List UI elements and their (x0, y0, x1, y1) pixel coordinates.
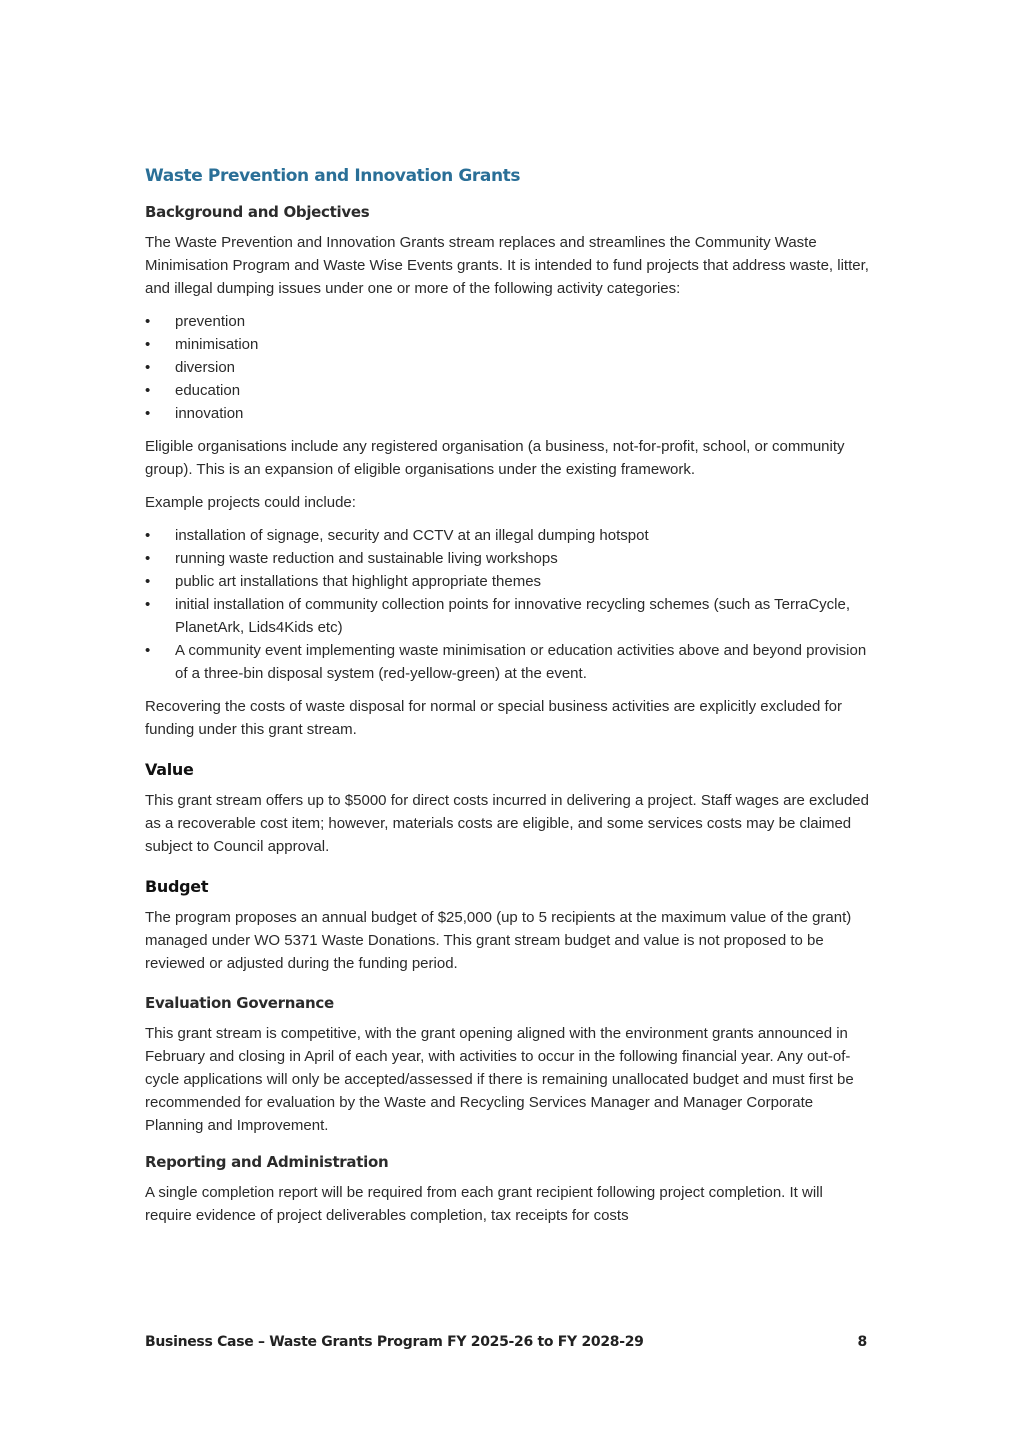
background-heading: Background and Objectives (145, 203, 370, 221)
list-item: • running waste reduction and sustainable living workshops (145, 547, 871, 570)
exclusion-paragraph: Recovering the costs of waste disposal for normal or special business activities are explicitly excluded for funding under this grant stream. (145, 698, 842, 738)
reporting-heading: Reporting and Administration (145, 1153, 389, 1171)
examples-intro: Example projects could include: (145, 494, 356, 511)
page-number: 8 (857, 1334, 867, 1350)
budget-paragraph: The program proposes an annual budget of $25,000 (up to 5 recipients at the maximum value of the grant) managed under WO 5371 Waste Donations. This grant stream budget and value is not proposed to be reviewed or adjusted during the funding period. (145, 909, 852, 972)
value-paragraph: This grant stream offers up to $5000 for direct costs incurred in delivering a project. Staff wages are excluded as a recoverable cost item; however, materials costs are eligible, and some services costs may be claimed subject to Council approval. (145, 792, 869, 855)
page-title: Waste Prevention and Innovation Grants (145, 166, 521, 186)
budget-heading: Budget (145, 877, 209, 896)
examples-list (145, 524, 871, 685)
list-item: • installation of signage, security and CCTV at an illegal dumping hotspot (145, 524, 871, 547)
list-item: • initial installation of community collection points for innovative recycling schemes (such as TerraCycle, PlanetArk, Lids4Kids etc) (145, 593, 871, 639)
list-item: • education (145, 379, 871, 402)
eligibility-paragraph: Eligible organisations include any registered organisation (a business, not-for-profit, school, or community group). This is an expansion of eligible organisations under the existing framework. (145, 438, 845, 478)
evaluation-heading: Evaluation Governance (145, 994, 334, 1012)
list-item: • A community event implementing waste minimisation or education activities above and beyond provision of a three-bin disposal system (red-yellow-green) at the event. (145, 639, 871, 685)
footer-text: Business Case – Waste Grants Program FY 2025-26 to FY 2028-29 (145, 1334, 644, 1350)
document-page (145, 166, 871, 1237)
value-heading: Value (145, 760, 194, 779)
reporting-paragraph: A single completion report will be required from each grant recipient following project completion. It will require evidence of project deliverables completion, tax receipts for costs (145, 1184, 823, 1224)
list-item: • public art installations that highlight appropriate themes (145, 570, 871, 593)
category-list (145, 310, 871, 425)
list-item: • minimisation (145, 333, 871, 356)
list-item: • prevention (145, 310, 871, 333)
background-intro: The Waste Prevention and Innovation Grants stream replaces and streamlines the Community Waste Minimisation Program and Waste Wise Events grants. It is intended to fund projects that address waste, litter, and illegal dumping issues under one or more of the following activity categories: (145, 234, 869, 297)
page-footer (145, 1334, 871, 1350)
list-item: • diversion (145, 356, 871, 379)
evaluation-paragraph: This grant stream is competitive, with the grant opening aligned with the environment grants announced in February and closing in April of each year, with activities to occur in the following financial year. Any out-of-cycle applications will only be accepted/assessed if there is remaining unallocated budget and must first be recommended for evaluation by the Waste and Recycling Services Manager and Manager Corporate Planning and Improvement. (145, 1025, 854, 1134)
list-item: • innovation (145, 402, 871, 425)
